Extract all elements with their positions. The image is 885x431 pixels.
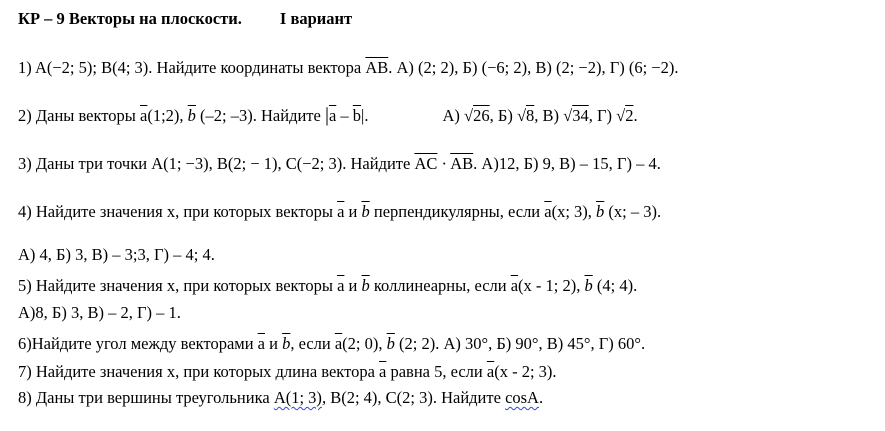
q2-sqrt-8: √8 (516, 106, 535, 125)
q4-vector-b2: $\overline{b}$ (596, 202, 605, 221)
q6-vector-a2: $\overline{a}$ (334, 334, 343, 353)
q4-and: и (344, 202, 362, 221)
q5-vector-b: $\overline{b}$ (361, 276, 370, 295)
q2-vector-a: $\overline{a}$ (140, 106, 148, 125)
q6-pre: 6)Найдите угол между векторами (18, 334, 258, 353)
q6-and: и (265, 334, 283, 353)
q5-pre: 5) Найдите значения х, при которых векторы (18, 276, 338, 295)
q7-pre: 7) Найдите значения х, при которых длина вектора (18, 362, 380, 381)
q3-dot: · (437, 154, 451, 173)
q6-vector-b: $\overline{b}$ (282, 334, 291, 353)
q2-abs-close: |. (361, 106, 369, 125)
q1-answers: . А) (2; 2), Б) (−6; 2), В) (2; −2), Г) (6; −2). (388, 58, 679, 77)
q8-cos: cosA (505, 388, 539, 407)
q2-a-coords: (1;2), (147, 106, 188, 125)
q3-answers: . А)12, Б) 9, В) – 15, Г) – 4. (473, 154, 661, 173)
q6-answers: А) 30°, Б) 90°, В) 45°, Г) 60°. (439, 334, 646, 353)
q5-a-coords: (x - 1; 2), (518, 276, 585, 295)
q8-end: . (538, 388, 544, 407)
q2-abs-b: $\overline{b}$ (352, 106, 362, 125)
title-variant: I вариант (279, 9, 353, 28)
q2-ans-b-label: , Б) (489, 106, 517, 125)
q7-vector-a2: $\overline{a}$ (486, 362, 495, 381)
q4-answers: А) 4, Б) 3, В) – 3;3, Г) – 4; 4. (18, 245, 215, 264)
q5-and: и (344, 276, 362, 295)
q2-abs-minus: – (336, 106, 353, 125)
question-2 (18, 105, 638, 126)
question-7 (18, 362, 557, 382)
q1-text: 1) A(−2; 5); B(4; 3). Найдите координаты вектора (18, 58, 366, 77)
q5-answers: А)8, Б) 3, В) – 2, Г) – 1. (18, 303, 181, 322)
q5-mid: коллинеарны, если (369, 276, 511, 295)
q4-pre: 4) Найдите значения х, при которых векторы (18, 202, 338, 221)
q3-text: 3) Даны три точки А(1; −3), В(2; − 1), С(−2; 3). Найдите (18, 154, 415, 173)
q4-vector-a2: $\overline{a}$ (544, 202, 552, 221)
q2-sqrt-34: √34 (563, 106, 589, 125)
q2-b-coords: (–2; –3). Найдите (195, 106, 325, 125)
q6-b-coords: (2; 2). (394, 334, 440, 353)
question-4-answers (18, 245, 215, 265)
title-text: КР – 9 Векторы на плоскости. (18, 9, 242, 28)
q2-pre: 2) Даны векторы (18, 106, 141, 125)
q3-vector-ac: $\overline{AC}$ (414, 154, 438, 173)
q4-a-coords: (x; 3), (551, 202, 597, 221)
q6-mid: , если (290, 334, 335, 353)
q7-vector-a: $\overline{a}$ (379, 362, 387, 381)
q6-a-coords: (2; 0), (342, 334, 387, 353)
q4-vector-a: $\overline{a}$ (337, 202, 345, 221)
question-5 (18, 276, 637, 296)
q4-b-coords: (x; – 3). (604, 202, 662, 221)
page-title (18, 9, 352, 29)
q2-sqrt-26: √26 (464, 106, 490, 125)
question-4 (18, 202, 661, 222)
q6-vector-a: $\overline{a}$ (257, 334, 265, 353)
q5-vector-b2: $\overline{b}$ (584, 276, 593, 295)
q4-mid: перпендикулярны, если (369, 202, 545, 221)
q4-vector-b: $\overline{b}$ (361, 202, 370, 221)
q1-vector-ab: $\overline{AB}$ (365, 58, 389, 77)
q5-b-coords: (4; 4). (592, 276, 638, 295)
q2-end: . (633, 106, 638, 125)
q2-ans-v-label: , В) (534, 106, 564, 125)
q8-mid: , В(2; 4), С(2; 3). Найдите (321, 388, 506, 407)
q7-mid: равна 5, если (386, 362, 487, 381)
q2-abs-a: $\overline{a}$ (328, 106, 337, 125)
question-5-answers (18, 303, 181, 323)
q2-sqrt-2: √2 (616, 106, 634, 125)
q5-vector-a2: $\overline{a}$ (510, 276, 519, 295)
q2-vector-b: $\overline{b}$ (187, 106, 196, 125)
q7-a-coords: (x - 2; 3). (494, 362, 557, 381)
question-1 (18, 58, 679, 78)
q2-ans-g-label: , Г) (588, 106, 617, 125)
q8-point-a: А(1; 3) (273, 388, 322, 407)
q6-vector-b2: $\overline{b}$ (386, 334, 395, 353)
question-3 (18, 154, 661, 174)
q5-vector-a: $\overline{a}$ (337, 276, 345, 295)
question-8 (18, 388, 543, 408)
q8-pre: 8) Даны три вершины треугольника (18, 388, 274, 407)
q3-vector-ab: $\overline{AB}$ (450, 154, 474, 173)
question-6 (18, 334, 645, 354)
q2-abs-open: | (324, 104, 329, 126)
q2-ans-a-label: А) (442, 106, 465, 125)
